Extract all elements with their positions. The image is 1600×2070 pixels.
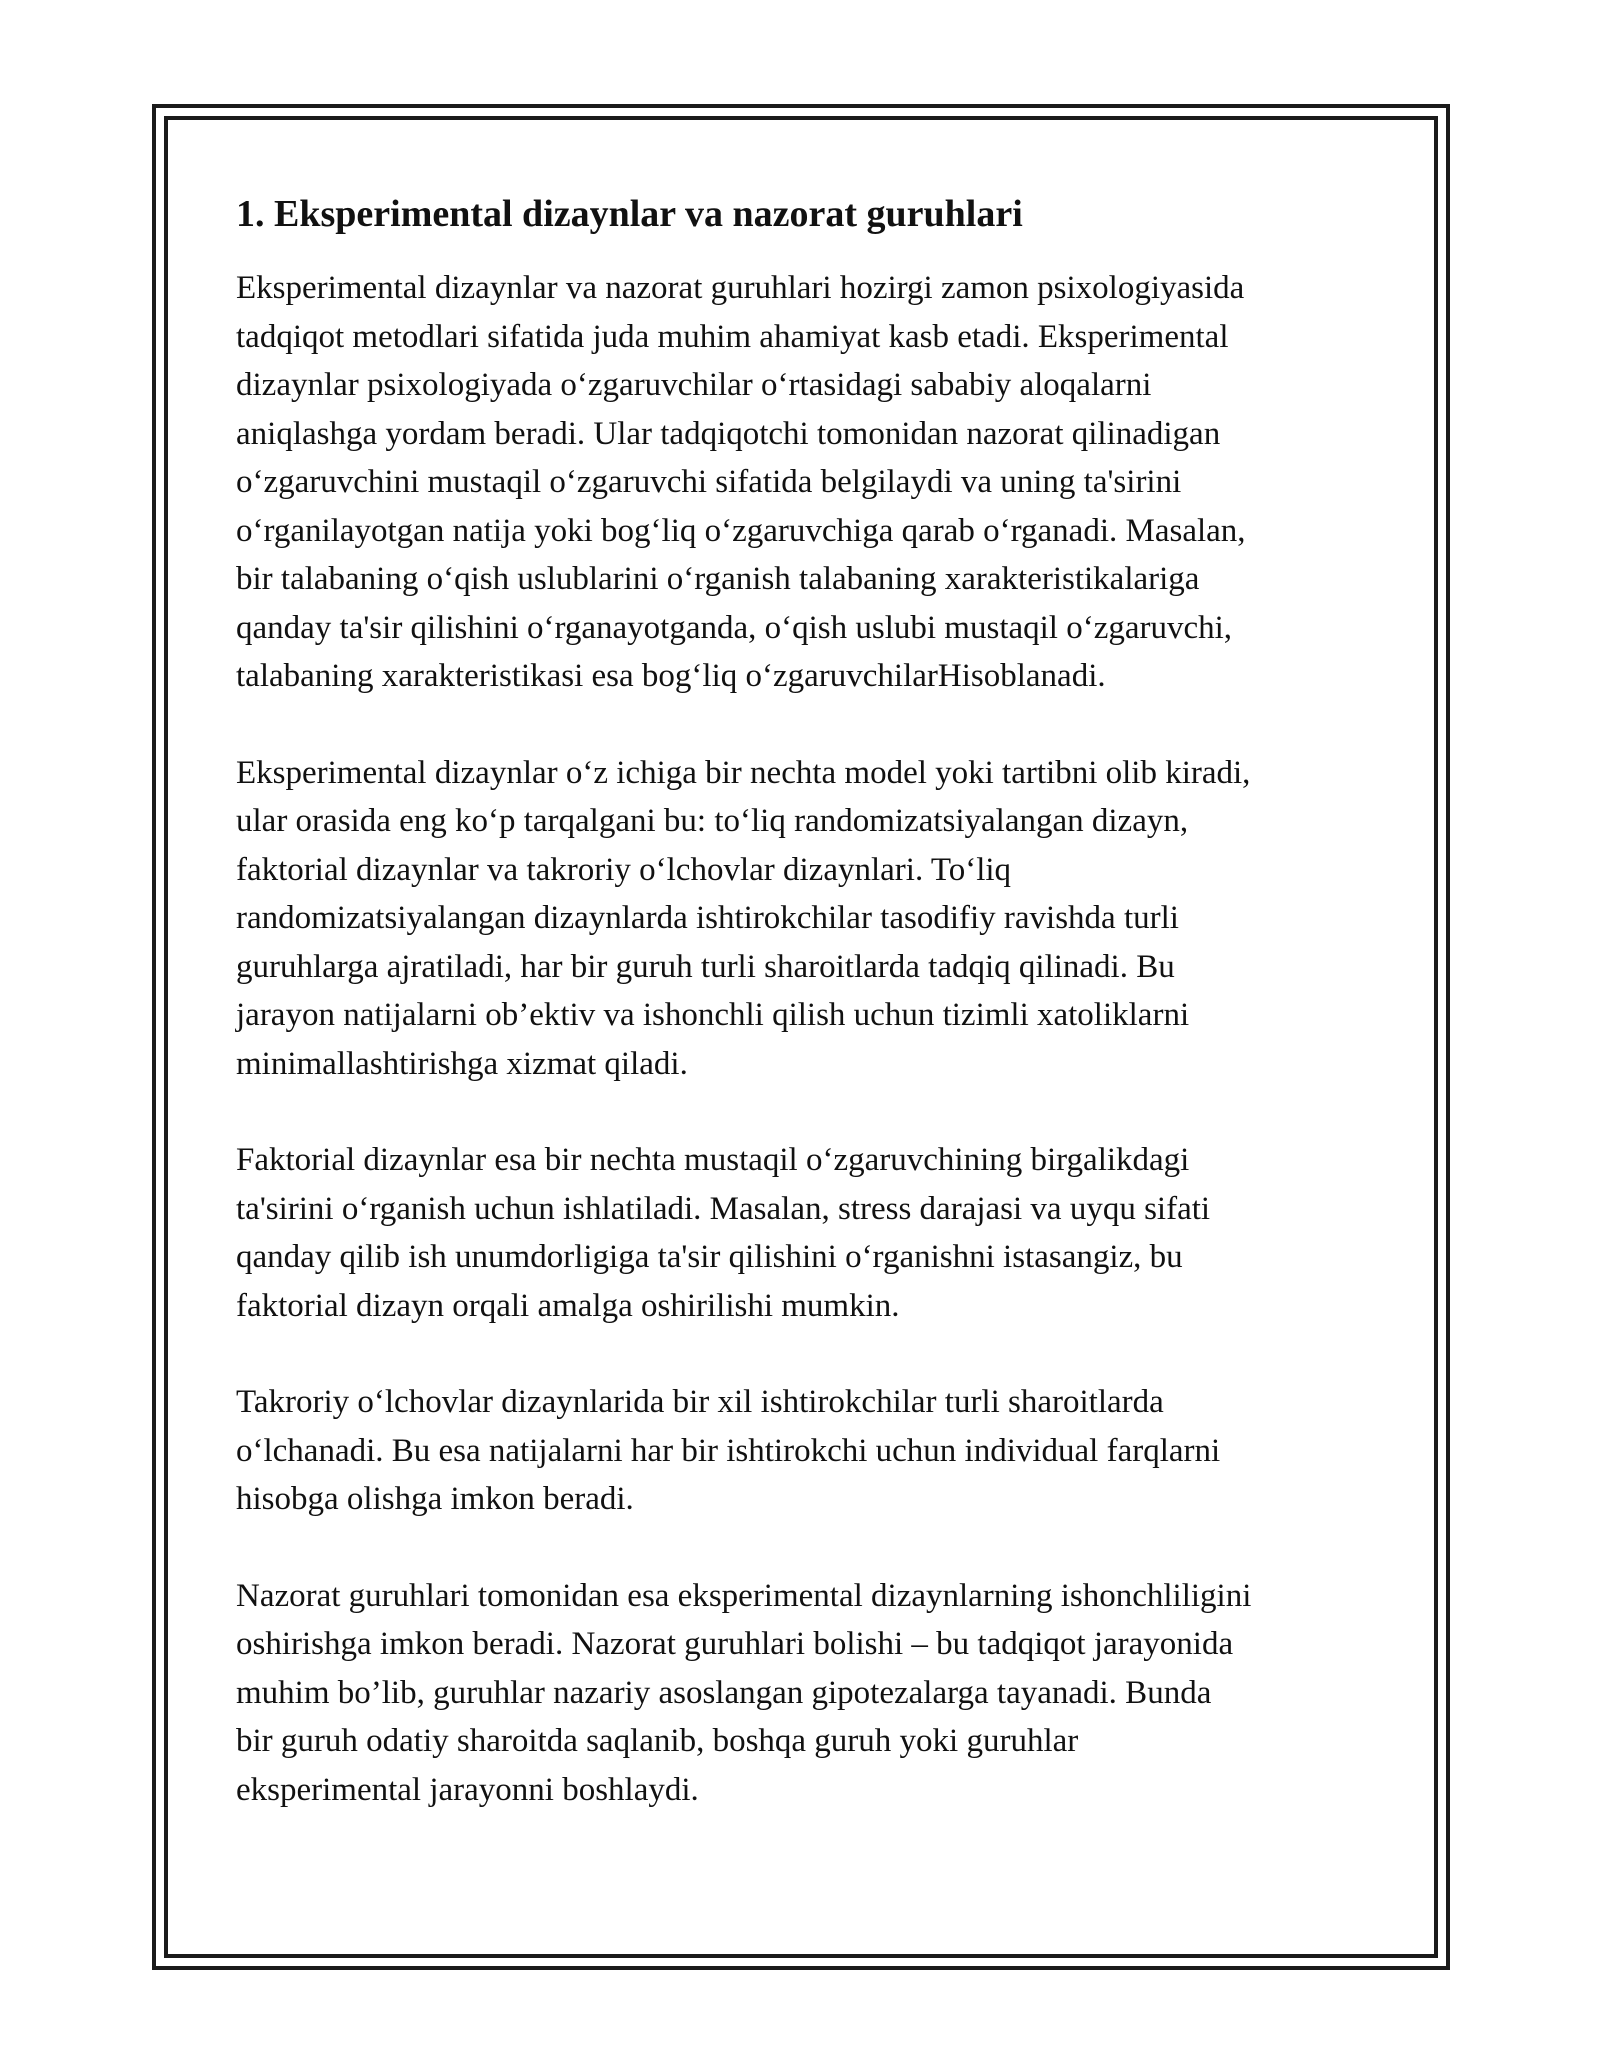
text-line: oshirishga imkon beradi. Nazorat guruhlari bolishi – bu tadqiqot jarayonida <box>236 1626 1234 1662</box>
paragraph-list <box>236 264 1376 1814</box>
text-line: randomizatsiyalangan dizaynlarda ishtirokchilar tasodifiy ravishda turli <box>236 900 1179 936</box>
text-line: Nazorat guruhlari tomonidan esa eksperimental dizaynlarning ishonchliligini <box>236 1577 1252 1614</box>
text-line: o‘zgaruvchini mustaqil o‘zgaruvchi sifatida belgilaydi va uning ta'sirini <box>236 464 1182 500</box>
text-line: qanday ta'sir qilishini o‘rganayotganda, o‘qish uslubi mustaqil o‘zgaruvchi, <box>236 609 1233 646</box>
text-line: o‘rganilayotgan natija yoki bog‘liq o‘zgaruvchiga qarab o‘rganadi. Masalan, <box>236 512 1246 549</box>
text-line: ta'sirini o‘rganish uchun ishlatiladi. Masalan, stress darajasi va uyqu sifati <box>236 1190 1211 1227</box>
section-title: 1. Eksperimental dizaynlar va nazorat guruhlari <box>236 193 1023 235</box>
text-line: dizaynlar psixologiyada o‘zgaruvchilar o‘rtasidagi sababiy aloqalarni <box>236 367 1152 403</box>
text-line: o‘lchanadi. Bu esa natijalarni har bir ishtirokchi uchun individual farqlarni <box>236 1432 1221 1469</box>
text-line: hisobga olishga imkon beradi. <box>236 1481 634 1517</box>
text-line: ular orasida eng ko‘p tarqalgani bu: to‘liq randomizatsiyalangan dizayn, <box>236 803 1189 839</box>
text-line: faktorial dizaynlar va takroriy o‘lchovlar dizaynlari. To‘liq <box>236 851 1012 888</box>
paragraph <box>236 749 1376 1089</box>
text-line: talabaning xarakteristikasi esa bog‘liq o‘zgaruvchilarHisoblanadi. <box>236 658 1106 694</box>
text-line: Takroriy o‘lchovlar dizaynlarida bir xil ishtirokchilar turli sharoitlarda <box>236 1384 1164 1420</box>
text-line: bir talabaning o‘qish uslublarini o‘rganish talabaning xarakteristikalariga <box>236 561 1200 597</box>
paragraph <box>236 264 1376 701</box>
text-line: bir guruh odatiy sharoitda saqlanib, boshqa guruh yoki guruhlar <box>236 1723 1079 1759</box>
text-line: qanday qilib ish unumdorligiga ta'sir qilishini o‘rganishni istasangiz, bu <box>236 1239 1183 1275</box>
document-body <box>236 186 1376 1862</box>
paragraph <box>236 1136 1376 1330</box>
text-line: Faktorial dizaynlar esa bir nechta mustaqil o‘zgaruvchining birgalikdagi <box>236 1142 1190 1178</box>
paragraph <box>236 1572 1376 1815</box>
text-line: faktorial dizayn orqali amalga oshirilishi mumkin. <box>236 1287 900 1324</box>
text-line: Eksperimental dizaynlar va nazorat guruhlari hozirgi zamon psixologiyasida <box>236 270 1245 306</box>
text-line: jarayon natijalarni ob’ektiv va ishonchli qilish uchun tizimli xatoliklarni <box>236 997 1190 1033</box>
text-line: aniqlashga yordam beradi. Ular tadqiqotchi tomonidan nazorat qilinadigan <box>236 415 1221 452</box>
text-line: guruhlarga ajratiladi, har bir guruh turli sharoitlarda tadqiq qilinadi. Bu <box>236 948 1175 985</box>
text-line: eksperimental jarayonni boshlaydi. <box>236 1771 699 1808</box>
text-line: muhim bo’lib, guruhlar nazariy asoslangan gipotezalarga tayanadi. Bunda <box>236 1674 1212 1711</box>
text-line: Eksperimental dizaynlar o‘z ichiga bir nechta model yoki tartibni olib kiradi, <box>236 754 1251 791</box>
text-line: tadqiqot metodlari sifatida juda muhim ahamiyat kasb etadi. Eksperimental <box>236 318 1229 355</box>
paragraph <box>236 1378 1376 1524</box>
text-line: minimallashtirishga xizmat qiladi. <box>236 1045 688 1082</box>
